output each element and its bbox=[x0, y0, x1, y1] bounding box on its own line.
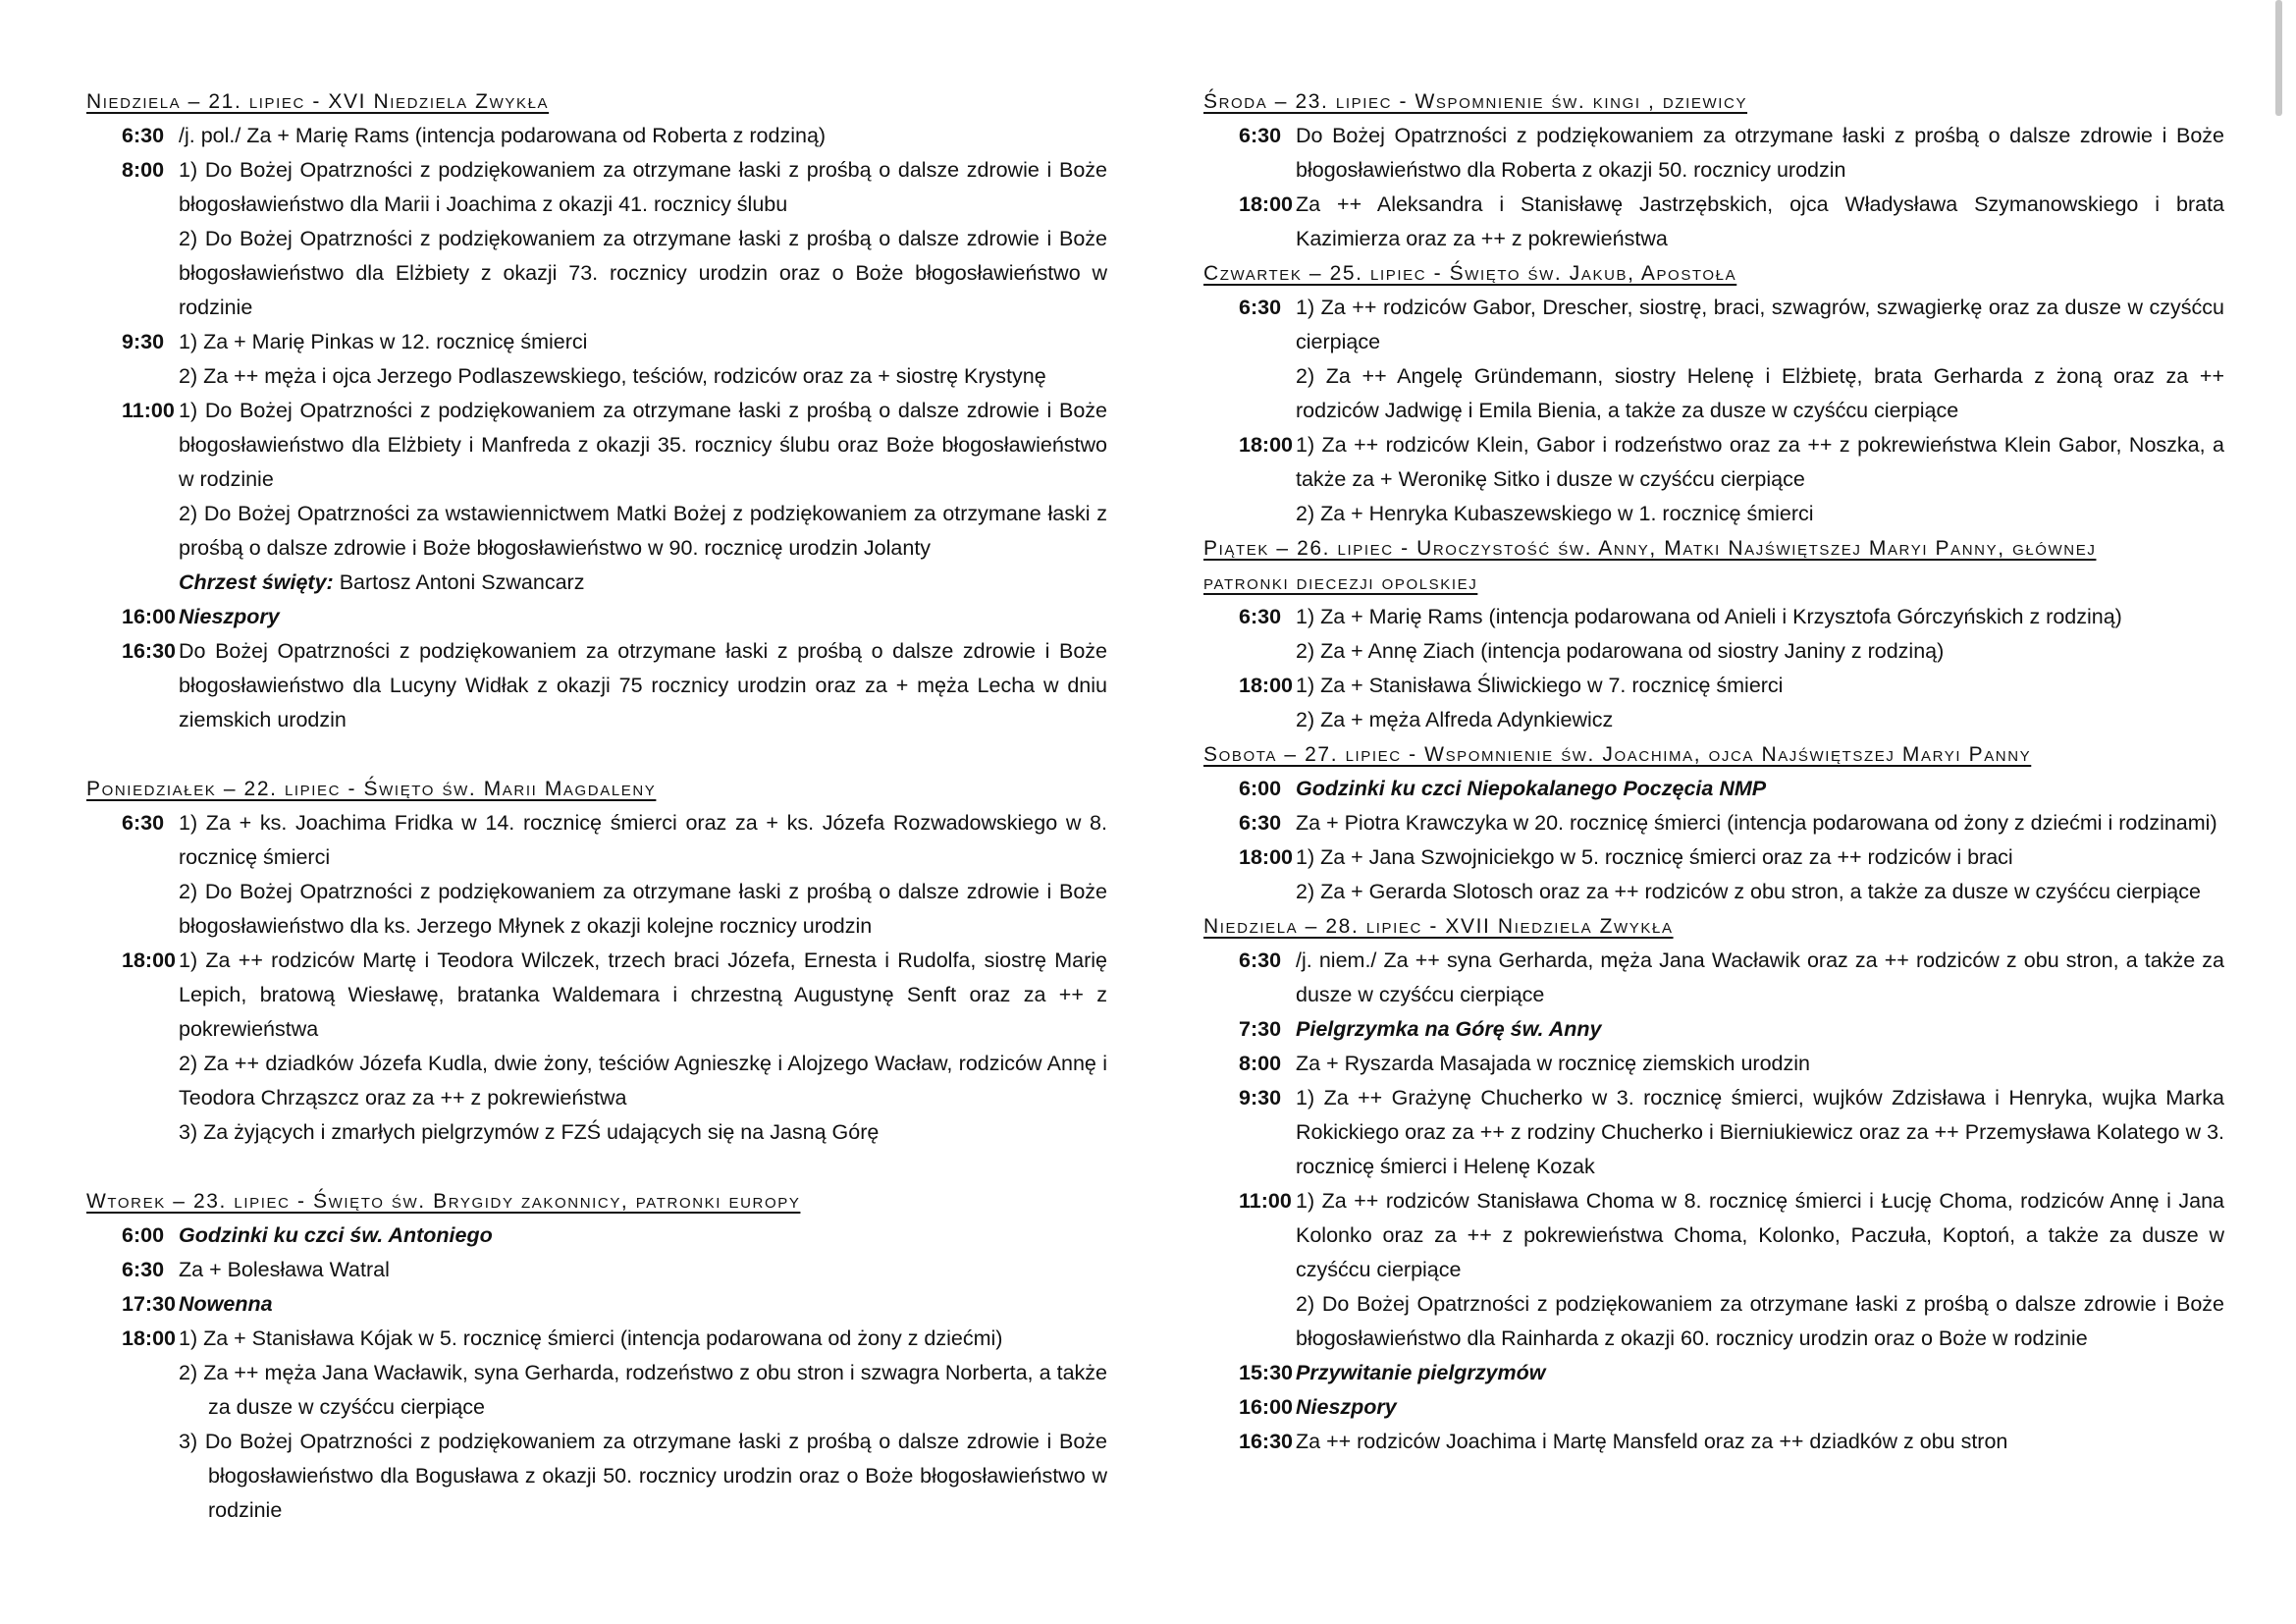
mass-time-text: 11:00 bbox=[122, 399, 175, 422]
intention-text: /j. pol./ Za + Marię Rams (intencja podarowana od Roberta z rodziną) bbox=[179, 124, 827, 147]
mass-time-text: 18:00 bbox=[1239, 192, 1293, 216]
mass-time-text: 6:00 bbox=[122, 1223, 165, 1247]
mass-intentions bbox=[179, 634, 1107, 737]
mass-entry bbox=[1203, 119, 2224, 188]
day-header: Piątek – 26. lipiec - Uroczystość św. Anny, Matki Najświętszej Maryi Panny, głównej bbox=[1203, 537, 2097, 560]
intention-text: 1) Za + Jana Szwojniciekgo w 5. rocznicę śmierci oraz za ++ rodziców i braci bbox=[1296, 845, 2013, 869]
mass-time bbox=[86, 944, 179, 1150]
mass-time bbox=[86, 394, 179, 600]
day-header: Czwartek – 25. lipiec - Święto św. Jakub, Apostoła bbox=[1203, 262, 1737, 285]
mass-intentions bbox=[179, 600, 1107, 634]
day-header: Niedziela – 28. lipiec - XVII Niedziela Zwykła bbox=[1203, 915, 1674, 938]
mass-entry bbox=[86, 600, 1107, 634]
intention-text: 1) Za + Marię Pinkas w 12. rocznicę śmierci bbox=[179, 330, 588, 353]
intention-text: Za + Ryszarda Masajada w rocznicę ziemskich urodzin bbox=[1296, 1052, 1810, 1075]
intention-text: 1) Do Bożej Opatrzności z podziękowaniem za otrzymane łaski z prośbą o dalsze zdrowie i Boże błogosławieństwo dla Marii i Joachima z okazji 41. rocznicy ślubu bbox=[179, 158, 1107, 216]
intention-text: 1) Do Bożej Opatrzności z podziękowaniem za otrzymane łaski z prośbą o dalsze zdrowie i Boże błogosławieństwo dla Elżbiety i Manfreda z okazji 35. rocznicy ślubu oraz Boże błogosławieństwo w rodzinie bbox=[179, 399, 1107, 491]
intention-text: 2) Do Bożej Opatrzności z podziękowaniem za otrzymane łaski z prośbą o dalsze zdrowie i Boże błogosławieństwo dla ks. Jerzego Młynek z okazji kolejne rocznicy urodzin bbox=[179, 880, 1107, 938]
mass-entry bbox=[1203, 1184, 2224, 1356]
mass-intentions bbox=[179, 806, 1107, 944]
intention-text: 2) Do Bożej Opatrzności z podziękowaniem za otrzymane łaski z prośbą o dalsze zdrowie i Boże błogosławieństwo dla Rainharda z okazji 60. rocznicy urodzin oraz o Boże w rodzinie bbox=[1296, 1292, 2224, 1350]
service-title: Nieszpory bbox=[179, 605, 280, 628]
mass-time-text: 6:30 bbox=[1239, 605, 1282, 628]
section-spacer bbox=[86, 1150, 1107, 1184]
day-header: Wtorek – 23. lipiec - Święto św. Brygidy zakonnicy, patronki europy bbox=[86, 1190, 801, 1213]
mass-entry bbox=[1203, 840, 2224, 909]
mass-time bbox=[86, 1322, 179, 1528]
mass-entry bbox=[1203, 806, 2224, 840]
mass-entry bbox=[1203, 188, 2224, 256]
intention-text: 2) Za ++ Angelę Gründemann, siostry Helenę i Elżbietę, brata Gerharda z żoną oraz za ++ rodziców Jadwigę i Emila Bienia, a także za dusze w czyśćcu cierpiące bbox=[1296, 364, 2224, 422]
mass-time-text: 9:30 bbox=[122, 330, 165, 353]
intention-text: 2) Za ++ dziadków Józefa Kudla, dwie żony, teściów Agnieszkę i Alojzego Wacław, rodziców Annę i Teodora Chrząszcz oraz za ++ z pokrewieństwa bbox=[179, 1052, 1107, 1110]
mass-intentions bbox=[179, 944, 1107, 1150]
mass-entry bbox=[86, 1218, 1107, 1253]
mass-entry bbox=[86, 944, 1107, 1150]
service-title: Pielgrzymka na Górę św. Anny bbox=[1296, 1017, 1602, 1041]
intention-text: 2) Za + Gerarda Slotosch oraz za ++ rodziców z obu stron, a także za dusze w czyśćcu cierpiące bbox=[1296, 880, 2201, 903]
intention-text: 2) Za ++ męża Jana Wacławik, syna Gerharda, rodzeństwo z obu stron i szwagra Norberta, a także za dusze w czyśćcu cierpiące bbox=[179, 1361, 1107, 1419]
mass-time-text: 16:00 bbox=[122, 605, 176, 628]
intention-text: 1) Za + Stanisława Kójak w 5. rocznicę śmierci (intencja podarowana od żony z dziećmi) bbox=[179, 1326, 1003, 1350]
mass-time bbox=[1203, 600, 1296, 669]
intention-text: 1) Za ++ rodziców Stanisława Choma w 8. rocznicę śmierci i Łucję Choma, rodziców Annę i Jana Kolonko oraz za ++ z pokrewieństwa Choma, Kolonko, Paczuła, Koptoń, a także za dusze w czyśćcu cierpiące bbox=[1296, 1189, 2224, 1281]
mass-intentions bbox=[1296, 806, 2224, 840]
mass-intentions bbox=[1296, 944, 2224, 1012]
mass-time-text: 11:00 bbox=[1239, 1189, 1292, 1213]
mass-time bbox=[86, 119, 179, 153]
right-column bbox=[1203, 84, 2224, 1459]
mass-intentions bbox=[1296, 1425, 2224, 1459]
mass-time bbox=[1203, 806, 1296, 840]
mass-time-text: 16:30 bbox=[122, 639, 176, 663]
mass-time bbox=[86, 1287, 179, 1322]
mass-entry bbox=[1203, 1356, 2224, 1390]
mass-time-text: 15:30 bbox=[1239, 1361, 1293, 1384]
intention-text: Za + Bolesława Watral bbox=[179, 1258, 390, 1281]
left-column bbox=[86, 84, 1107, 1528]
mass-entry bbox=[86, 1287, 1107, 1322]
mass-time bbox=[1203, 1047, 1296, 1081]
intention-text: 1) Za ++ rodziców Gabor, Drescher, siostrę, braci, szwagrów, szwagierkę oraz za dusze w czyśćcu cierpiące bbox=[1296, 296, 2224, 353]
intention-text: 3) Do Bożej Opatrzności z podziękowaniem za otrzymane łaski z prośbą o dalsze zdrowie i Boże błogosławieństwo dla Bogusława z okazji 50. rocznicy urodzin oraz o Boże błogosławieństwo w rodzinie bbox=[179, 1430, 1107, 1522]
mass-entry bbox=[86, 1322, 1107, 1528]
mass-intentions bbox=[179, 1287, 1107, 1322]
day-header-continued: patronki diecezji opolskiej bbox=[1203, 571, 1478, 594]
mass-entry bbox=[1203, 291, 2224, 428]
mass-time-text: 6:30 bbox=[1239, 948, 1282, 972]
mass-intentions bbox=[1296, 188, 2224, 256]
intention-text: 1) Za ++ rodziców Klein, Gabor i rodzeństwo oraz za ++ z pokrewieństwa Klein Gabor, Noszka, a także za + Weronikę Sitko i dusze w czyśćcu cierpiące bbox=[1296, 433, 2224, 491]
mass-entry bbox=[86, 394, 1107, 600]
mass-entry bbox=[86, 325, 1107, 394]
intention-text: Za + Piotra Krawczyka w 20. rocznicę śmierci (intencja podarowana od żony z dziećmi i rodzinami) bbox=[1296, 811, 2217, 835]
mass-time-text: 18:00 bbox=[1239, 433, 1293, 457]
mass-entry bbox=[86, 634, 1107, 737]
mass-time-text: 18:00 bbox=[122, 1326, 176, 1350]
mass-time bbox=[86, 600, 179, 634]
mass-intentions bbox=[179, 1322, 1107, 1528]
mass-time-text: 16:00 bbox=[1239, 1395, 1293, 1419]
mass-intentions bbox=[1296, 1390, 2224, 1425]
mass-entry bbox=[86, 119, 1107, 153]
intention-text: 1) Za + ks. Joachima Fridka w 14. rocznicę śmierci oraz za + ks. Józefa Rozwadowskiego w 8. rocznicę śmierci bbox=[179, 811, 1107, 869]
mass-entry bbox=[86, 1253, 1107, 1287]
intention-text: 2) Do Bożej Opatrzności z podziękowaniem za otrzymane łaski z prośbą o dalsze zdrowie i Boże błogosławieństwo dla Elżbiety z okazji 73. rocznicy urodzin oraz o Boże błogosławieństwo w rodzinie bbox=[179, 227, 1107, 319]
mass-time bbox=[86, 1253, 179, 1287]
service-title: Nieszpory bbox=[1296, 1395, 1397, 1419]
mass-time-text: 8:00 bbox=[122, 158, 165, 182]
service-title: Nowenna bbox=[179, 1292, 273, 1316]
mass-entry bbox=[1203, 1047, 2224, 1081]
mass-entry bbox=[1203, 1390, 2224, 1425]
day-header: Poniedziałek – 22. lipiec - Święto św. Marii Magdaleny bbox=[86, 778, 657, 800]
mass-time bbox=[86, 806, 179, 944]
intention-text: Za ++ Aleksandra i Stanisławę Jastrzębskich, ojca Władysława Szymanowskiego i brata Kazimierza oraz za ++ z pokrewieństwa bbox=[1296, 192, 2224, 250]
mass-entry bbox=[1203, 669, 2224, 737]
mass-intentions bbox=[1296, 1047, 2224, 1081]
intention-text: 1) Za ++ rodziców Martę i Teodora Wilczek, trzech braci Józefa, Ernesta i Rudolfa, siostrę Marię Lepich, bratową Wiesławę, bratanka Waldemara i chrzestną Augustynę Senft oraz za ++ z pokrewieństwa bbox=[179, 948, 1107, 1041]
mass-time-text: 16:30 bbox=[1239, 1430, 1293, 1453]
mass-time bbox=[1203, 944, 1296, 1012]
mass-time bbox=[1203, 669, 1296, 737]
intention-text: /j. niem./ Za ++ syna Gerharda, męża Jana Wacławik oraz za ++ rodziców z obu stron, a także za dusze w czyśćcu cierpiące bbox=[1296, 948, 2224, 1006]
mass-time bbox=[1203, 1012, 1296, 1047]
mass-time bbox=[1203, 1390, 1296, 1425]
mass-time bbox=[1203, 1081, 1296, 1184]
mass-time-text: 8:00 bbox=[1239, 1052, 1282, 1075]
mass-time-text: 18:00 bbox=[1239, 674, 1293, 697]
mass-entry bbox=[1203, 600, 2224, 669]
intention-text: 2) Za + Annę Ziach (intencja podarowana od siostry Janiny z rodziną) bbox=[1296, 639, 1945, 663]
mass-time bbox=[86, 153, 179, 325]
mass-time bbox=[1203, 1184, 1296, 1356]
mass-time bbox=[86, 325, 179, 394]
day-header: Sobota – 27. lipiec - Wspomnienie św. Joachima, ojca Najświętszej Maryi Panny bbox=[1203, 743, 2032, 766]
mass-time bbox=[1203, 840, 1296, 909]
mass-intentions bbox=[1296, 119, 2224, 188]
mass-intentions bbox=[1296, 840, 2224, 909]
mass-time-text: 9:30 bbox=[1239, 1086, 1282, 1110]
mass-intentions bbox=[1296, 669, 2224, 737]
intention-text: 2) Za + męża Alfreda Adynkiewicz bbox=[1296, 708, 1614, 731]
mass-intentions bbox=[179, 119, 1107, 153]
intention-text: 1) Za + Stanisława Śliwickiego w 7. rocznicę śmierci bbox=[1296, 674, 1784, 697]
mass-time bbox=[1203, 772, 1296, 806]
mass-time-text: 6:30 bbox=[1239, 296, 1282, 319]
day-header: Niedziela – 21. lipiec - XVI Niedziela Zwykła bbox=[86, 90, 550, 113]
mass-time-text: 18:00 bbox=[122, 948, 176, 972]
mass-intentions bbox=[179, 325, 1107, 394]
baptism-label: Chrzest święty: bbox=[179, 570, 334, 594]
scrollbar[interactable] bbox=[2275, 0, 2282, 116]
mass-entry bbox=[1203, 944, 2224, 1012]
mass-entry bbox=[1203, 1012, 2224, 1047]
intention-text: 1) Za ++ Grażynę Chucherko w 3. rocznicę śmierci, wujków Zdzisława i Henryka, wujka Marka Rokickiego oraz za ++ z rodziny Chucherko i Bierniukiewicz oraz za ++ Przemysława Kolatego w 3. rocznicę śmierci i Helenę Kozak bbox=[1296, 1086, 2224, 1178]
mass-time-text: 6:00 bbox=[1239, 777, 1282, 800]
mass-intentions bbox=[179, 153, 1107, 325]
mass-time bbox=[1203, 119, 1296, 188]
mass-intentions bbox=[1296, 1184, 2224, 1356]
intention-text: 2) Za ++ męża i ojca Jerzego Podlaszewskiego, teściów, rodziców oraz za + siostrę Krystynę bbox=[179, 364, 1046, 388]
baptism-note bbox=[179, 566, 1107, 600]
mass-intentions bbox=[179, 394, 1107, 600]
service-title: Godzinki ku czci św. Antoniego bbox=[179, 1223, 493, 1247]
mass-entry bbox=[1203, 428, 2224, 531]
baptism-name: Bartosz Antoni Szwancarz bbox=[333, 570, 585, 594]
intention-text: 2) Za + Henryka Kubaszewskiego w 1. rocznicę śmierci bbox=[1296, 502, 1814, 525]
intention-text: Za ++ rodziców Joachima i Martę Mansfeld oraz za ++ dziadków z obu stron bbox=[1296, 1430, 2008, 1453]
mass-intentions bbox=[1296, 291, 2224, 428]
mass-entry bbox=[1203, 1081, 2224, 1184]
mass-time-text: 6:30 bbox=[1239, 811, 1282, 835]
mass-intentions bbox=[1296, 1012, 2224, 1047]
mass-intentions bbox=[1296, 772, 2224, 806]
mass-intentions bbox=[1296, 1356, 2224, 1390]
mass-time bbox=[1203, 1425, 1296, 1459]
intention-text: 1) Za + Marię Rams (intencja podarowana od Anieli i Krzysztofa Górczyńskich z rodziną) bbox=[1296, 605, 2122, 628]
mass-time bbox=[1203, 291, 1296, 428]
mass-intentions bbox=[179, 1253, 1107, 1287]
mass-entry bbox=[86, 153, 1107, 325]
intention-text: Do Bożej Opatrzności z podziękowaniem za otrzymane łaski z prośbą o dalsze zdrowie i Boże błogosławieństwo dla Lucyny Widłak z okazji 75 rocznicy urodzin oraz za + męża Lecha w dniu ziemskich urodzin bbox=[179, 639, 1107, 731]
mass-time-text: 6:30 bbox=[122, 811, 165, 835]
section-spacer bbox=[86, 737, 1107, 772]
mass-entry bbox=[86, 806, 1107, 944]
mass-time-text: 18:00 bbox=[1239, 845, 1293, 869]
day-header: Środa – 23. lipiec - Wspomnienie św. kingi , dziewicy bbox=[1203, 90, 1748, 113]
mass-time-text: 7:30 bbox=[1239, 1017, 1282, 1041]
mass-time bbox=[1203, 188, 1296, 256]
mass-time-text: 17:30 bbox=[122, 1292, 176, 1316]
mass-time-text: 6:30 bbox=[122, 124, 165, 147]
mass-intentions bbox=[179, 1218, 1107, 1253]
mass-time-text: 6:30 bbox=[1239, 124, 1282, 147]
mass-entry bbox=[1203, 1425, 2224, 1459]
intention-text: Do Bożej Opatrzności z podziękowaniem za otrzymane łaski z prośbą o dalsze zdrowie i Boże błogosławieństwo dla Roberta z okazji 50. rocznicy urodzin bbox=[1296, 124, 2224, 182]
service-title: Godzinki ku czci Niepokalanego Poczęcia NMP bbox=[1296, 777, 1767, 800]
mass-time bbox=[86, 1218, 179, 1253]
intention-text: 2) Do Bożej Opatrzności za wstawiennictwem Matki Bożej z podziękowaniem za otrzymane łaski z prośbą o dalsze zdrowie i Boże błogosławieństwo w 90. rocznicę urodzin Jolanty bbox=[179, 502, 1107, 560]
mass-time-text: 6:30 bbox=[122, 1258, 165, 1281]
mass-time bbox=[1203, 428, 1296, 531]
mass-time bbox=[86, 634, 179, 737]
mass-intentions bbox=[1296, 600, 2224, 669]
intention-text: 3) Za żyjących i zmarłych pielgrzymów z FZŚ udających się na Jasną Górę bbox=[179, 1120, 880, 1144]
mass-intentions bbox=[1296, 428, 2224, 531]
service-title: Przywitanie pielgrzymów bbox=[1296, 1361, 1546, 1384]
mass-intentions bbox=[1296, 1081, 2224, 1184]
mass-entry bbox=[1203, 772, 2224, 806]
mass-time bbox=[1203, 1356, 1296, 1390]
